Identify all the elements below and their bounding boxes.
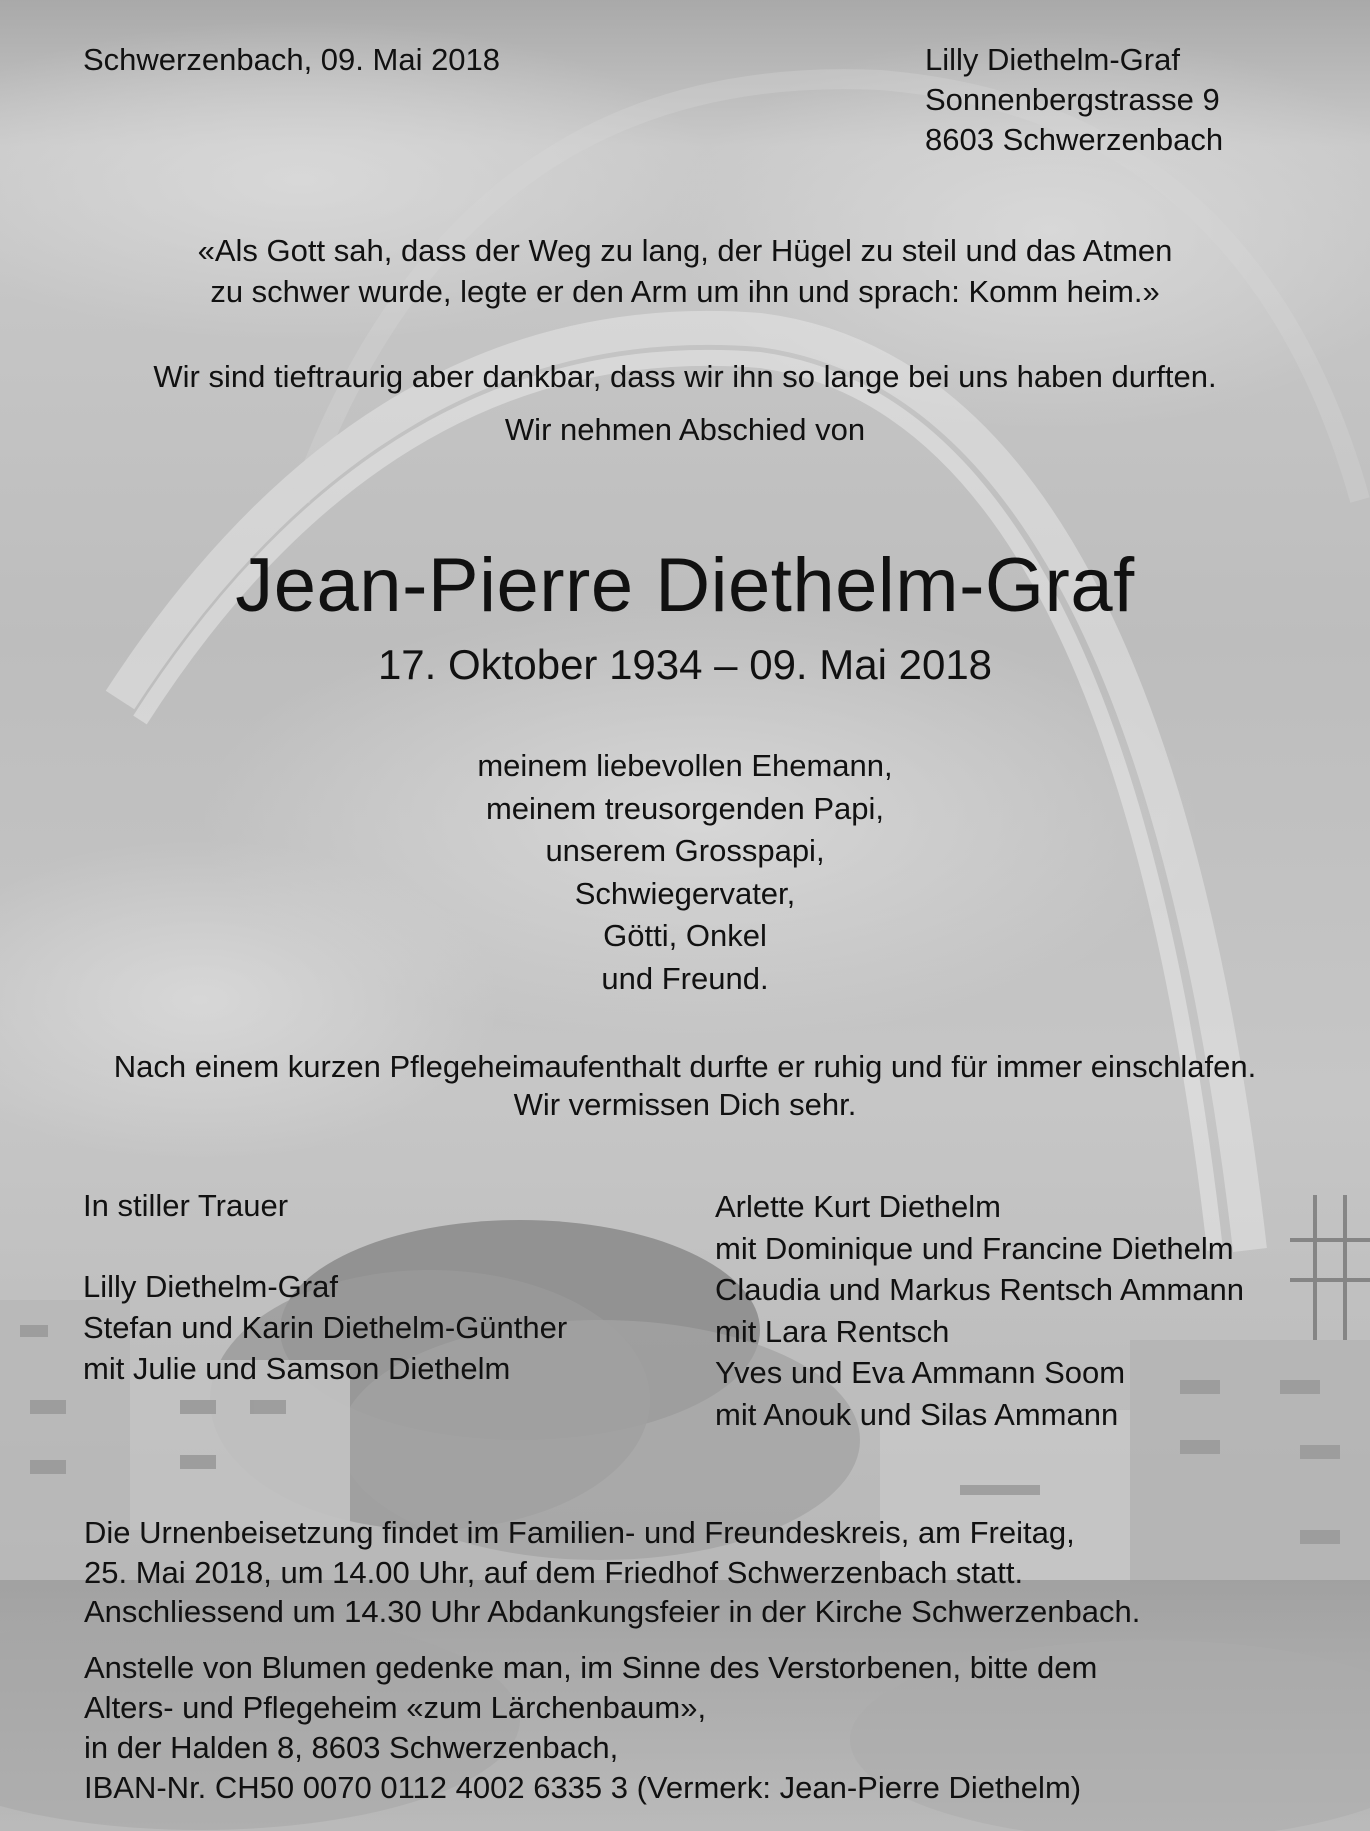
- deceased-name: Jean-Pierre Diethelm-Graf: [235, 543, 1135, 628]
- ceremony-line: Anschliessend um 14.30 Uhr Abdankungsfeier in der Kirche Schwerzenbach.: [84, 1594, 1141, 1629]
- donation-info: [84, 1648, 1097, 1808]
- farewell-intro: Wir nehmen Abschied von: [504, 412, 866, 447]
- place-date: Schwerzenbach, 09. Mai 2018: [83, 42, 501, 77]
- donation-line: Alters- und Pflegeheim «zum Lärchenbaum»,: [84, 1690, 707, 1725]
- iban-line: IBAN-Nr. CH50 0070 0112 4002 6335 3 (Vermerk: Jean-Pierre Diethelm): [84, 1770, 1082, 1805]
- donation-line: Anstelle von Blumen gedenke man, im Sinne des Verstorbenen, bitte dem: [84, 1650, 1098, 1685]
- mourner-line: Arlette Kurt Diethelm: [715, 1189, 1001, 1224]
- ceremony-line: Die Urnenbeisetzung findet im Familien- und Freundeskreis, am Freitag,: [84, 1515, 1075, 1550]
- role-line: Schwiegervater,: [574, 875, 796, 911]
- mourners-left: [83, 1185, 567, 1389]
- mourner-line: Claudia und Markus Rentsch Ammann: [715, 1272, 1244, 1307]
- farewell-line: Wir vermissen Dich sehr.: [513, 1087, 857, 1122]
- role-line: meinem treusorgenden Papi,: [485, 790, 885, 826]
- ceremony-info: [84, 1513, 1140, 1632]
- role-line: und Freund.: [601, 960, 769, 996]
- mourners-right: [715, 1186, 1244, 1435]
- role-line: meinem liebevollen Ehemann,: [477, 748, 893, 783]
- sender-street: Sonnenbergstrasse 9: [925, 82, 1220, 117]
- donation-line: in der Halden 8, 8603 Schwerzenbach,: [84, 1730, 619, 1765]
- family-roles: [0, 745, 1370, 1000]
- sender-name: Lilly Diethelm-Graf: [925, 42, 1180, 77]
- ceremony-line: 25. Mai 2018, um 14.00 Uhr, auf dem Friedhof Schwerzenbach statt.: [84, 1554, 1024, 1590]
- life-dates: 17. Oktober 1934 – 09. Mai 2018: [377, 641, 993, 688]
- mourners-heading: In stiller Trauer: [83, 1188, 289, 1223]
- mourner-line: mit Julie und Samson Diethelm: [83, 1351, 511, 1386]
- role-line: Götti, Onkel: [603, 918, 767, 953]
- mourner-line: mit Anouk und Silas Ammann: [715, 1396, 1119, 1432]
- mourner-line: Yves und Eva Ammann Soom: [715, 1355, 1126, 1390]
- mourner-line: Lilly Diethelm-Graf: [83, 1269, 338, 1304]
- role-line: unserem Grosspapi,: [545, 833, 825, 868]
- quote-line: «Als Gott sah, dass der Weg zu lang, der Hügel zu steil und das Atmen: [197, 233, 1173, 268]
- quote: [0, 230, 1370, 312]
- thanks-text: Wir sind tieftraurig aber dankbar, dass wir ihn so lange bei uns haben durften.: [153, 359, 1217, 394]
- farewell-line: Nach einem kurzen Pflegeheimaufenthalt durfte er ruhig und für immer einschlafen.: [113, 1049, 1257, 1084]
- farewell-text: [0, 1048, 1370, 1124]
- mourner-line: mit Dominique und Francine Diethelm: [715, 1230, 1234, 1266]
- sender-address: [925, 40, 1223, 160]
- quote-line: zu schwer wurde, legte er den Arm um ihn und sprach: Komm heim.»: [210, 274, 1160, 309]
- mourner-line: Stefan und Karin Diethelm-Günther: [83, 1310, 568, 1345]
- sender-city: 8603 Schwerzenbach: [925, 122, 1224, 157]
- mourner-line: mit Lara Rentsch: [715, 1313, 950, 1349]
- spacer: [83, 1226, 567, 1266]
